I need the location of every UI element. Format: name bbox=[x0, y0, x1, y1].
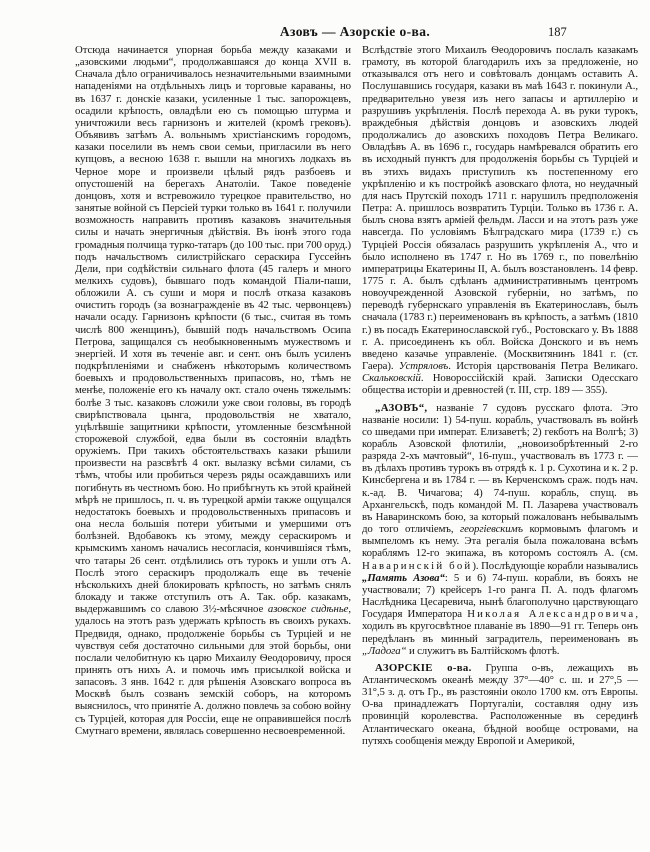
text-run: ). Послѣдующіе корабли назывались bbox=[472, 559, 638, 572]
text-run: : 5 и 6) 74-пуш. корабли, въ бояхъ не участвовали; 7) крейсеръ 1-го ранга П. А. подъ флагомъ Наслѣдника Цесаревича, нынѣ благополучно царствующаго Государя Императора bbox=[362, 571, 638, 621]
text-run-bold-italic: „Память Азова“ bbox=[362, 571, 445, 584]
paragraph-azov-history bbox=[75, 44, 351, 737]
text-run-italic: Устряловъ bbox=[398, 360, 449, 373]
paragraph-azores bbox=[362, 662, 638, 747]
left-column bbox=[75, 44, 351, 834]
page-number: 187 bbox=[548, 25, 567, 39]
text-run: Отсюда начинается упорная борьба между казаками и „азовскими людьми“, продолжавшаяся до конца XVII в. Сначала дѣло ограничивалось незначительными взаимными нападеніями на отдѣльныхъ лицъ и торговые караваны, но въ 1637 г. донскіе казаки, усиленные 1 тыс. запорожцевъ, осадили крѣпость, овладѣли ею съ помощью штурма и уничтожили весь гарнизонъ и жителей (кромѣ грековъ). Объявивъ затѣмъ А. вольнымъ христіанскимъ городомъ, казаки поселили въ немъ свои семьи, пригласили въ него купцовъ, а весною 1638 г. вышли на многихъ лодкахъ въ Черное море и произвели цѣлый рядъ разбоевъ и опустошеній на берегахъ Анатоліи. Такое поведеніе донцовъ, хотя и встревожило турецкое правительство, но занятые войной съ Персіей турки только въ 1641 г. получили возможность направить противъ казаковъ значительныя силы и начать энергичныя дѣйствія. Въ іюнѣ этого года громадныя полчища турко-татаръ (до 100 тыс. при 700 оруд.) подъ начальствомъ силистрійскаго сераскира Гуссейнъ Дели, при содѣйствіи сильнаго флота (45 галеръ и много мелкихъ судовъ), бывшаго подъ командой Піали-паши, обложили А. съ суши и моря и послѣ отказа казаковъ очистить городъ (за вознагражденіе въ 42 тыс. червонцевъ) начали осаду. Гарнизонъ крѣпости (6 тыс., считая въ томъ числѣ 800 женщинъ), бывшій подъ начальствомъ Осипа Петрова, защищался съ необыкновеннымъ мужествомъ и энергіей. И хотя въ теченіе авг. и сент. онъ былъ усиленъ подкрѣпленіями и снабженъ нѣкоторымъ количествомъ боевыхъ и продовольственныхъ припасовъ, но, тѣмъ не менѣе, положеніе его къ началу окт. стало очень тяжелымъ: болѣе 3 тыс. казаковъ сложили уже свои головы, въ городѣ свирѣпствовала цынга, продовольствія не хватало, уцѣлѣвшіе защитники крѣпости, утомленные безсмѣнной сторожевой службой, едва были въ состояніи владѣть оружіемъ. При такихъ обстоятельствахъ казаки рѣшили произвести на разсвѣтѣ 4 окт. вылазку всѣми силами, съ тѣмъ, чтобы или пробиться черезъ ряды осаждавшихъ или погибнуть въ честномъ бою. Но прибѣгнуть къ этой крайней мѣрѣ не пришлось, п. ч. въ турецкой арміи также ощущался недостатокъ боевыхъ и продовольственныхъ припасовъ и она несла большія потери убитыми и умершими отъ болѣзней. Вдобавокъ къ этому, между сераскиромъ и крымскимъ ханомъ начались несогласія, кончившіяся тѣмъ, что татары 26 сент. отдѣлились отъ турокъ и ушли отъ А. Послѣ этого сераскиръ продолжалъ еще въ теченіе нѣсколькихъ дней блокировать крѣпость, но затѣмъ снялъ блокаду и также отступилъ отъ А. Так. обр. казакамъ, выдержавшимъ со славою 3½-мѣсячное bbox=[75, 44, 351, 616]
text-run-italic: Скальковскій bbox=[362, 372, 421, 385]
text-run: кормовымъ флагомъ и вымпеломъ къ нему. Эта регалія была пожалована всѣмъ кораблямъ 12-го экипажа, въ которомъ состоялъ А. (см. bbox=[362, 523, 638, 560]
text-run-italic: георгіевскимъ bbox=[460, 523, 523, 536]
paragraph-azov-conclusion bbox=[362, 44, 638, 397]
text-run: и служитъ въ Балтійскомъ флотѣ. bbox=[406, 644, 560, 657]
running-head: Азовъ — Азорскіе о-ва. bbox=[279, 24, 431, 39]
text-run-italic: азовское сидѣнье bbox=[267, 603, 349, 616]
text-run: Группа о-въ, лежащихъ въ Атлантическомъ океанѣ между 37°—40° с. ш. и 27°,5 — 31°,5 з. д. отъ Гр., въ разстояніи около 1700 км. отъ Европы. О-ва принадлежатъ Португаліи, составляя одну изъ провинцій королевства. Расположенные въ серединѣ Атлантическаго океана, бѣдной вообще островами, на путяхъ сообщенія между Европой и Америкой, bbox=[362, 661, 638, 747]
text-run: . Новороссійскій край. Записки Одесскаго общества исторіи и древностей (т. III, стр. 189 — 355). bbox=[362, 372, 638, 397]
text-columns bbox=[75, 44, 638, 834]
paragraph-azov-ships bbox=[362, 402, 638, 657]
text-run-spaced: Николая Александровича bbox=[467, 608, 636, 621]
text-run: . Исторія царствованія Петра Великаго. bbox=[448, 360, 638, 373]
entry-headword-azov: „АЗОВЪ“, bbox=[375, 401, 428, 414]
text-run-italic: „Ладога“ bbox=[362, 644, 407, 657]
text-run: Вслѣдствіе этого Михаилъ Ѳеодоровичъ послалъ казакамъ грамоту, въ которой благодарилъ ихъ за предложеніе, но отказывался отъ него и совѣтовалъ донцамъ оставить А. Послушавшись государя, казаки въ маѣ 1643 г. покинули А., предварительно увезя изъ него запасы и артиллерію и разрушивъ укрѣпленія. Послѣ перехода А. въ руки турокъ, враждебныя дѣйствія донцовъ и азовскихъ людей продолжались до азовскихъ походовъ Петра Великаго. Овладѣвъ А. въ 1696 г., государь намѣревался обратить его въ исходный пунктъ для продолженія борьбы съ Турціей и въ этихъ видахъ приступилъ къ постепенному его укрѣпленію и къ постройкѣ азовскаго флота, но неудачный для насъ Прутскій походъ 1711 г. нарушилъ предположенія Петра: А. пришлось возвратить Турціи. Только въ 1736 г. А. былъ снова взятъ арміей фельдм. Ласси и на этотъ разъ уже навсегда. По условіямъ Бѣлградскаго мира (1739 г.) съ Турціей Россія обязалась разрушить укрѣпленія А., что и было исполнено въ 1747 г. Но въ 1769 г., по повелѣнію императрицы Екатерины II, А. былъ возстановленъ. 14 февр. 1775 г. А. былъ сдѣланъ административнымъ центромъ новоучрежденной Азовской губерніи, но затѣмъ, по переводѣ губернскаго управленія въ Екатеринославъ, былъ сначала (1783 г.) переименованъ въ крѣпость, а затѣмъ (1810 г.) въ посадъ Екатеринославской губ., Ростовскаго у. Въ 1888 г. А. присоединенъ къ обл. Войска Донского и въ немъ введено казачье управленіе. (Москвитянинъ 1841 г. (ст. Гаера). bbox=[362, 44, 638, 373]
right-column bbox=[362, 44, 638, 834]
text-run: названіе 7 судовъ русскаго флота. Это названіе носили: 1) 54-пуш. корабль, участвовалъ въ войнѣ со шведами при императ. Елизаветѣ; 2) гекботъ на Волгѣ; 3) корабль Азовской флотиліи, „новоизобрѣтенный 2-го разряда 2-хъ мачтовый“, 16-пуш., участвовалъ въ 1773 г. — въ дѣлахъ противъ турокъ въ отрядѣ к. 1 р. Сухотина и к. 2 р. Кинсбергена и въ 1784 г. — въ Керченскомъ сраж. подъ нач. к.-ад. В. Чичагова; 4) 74-пуш. корабль, спущ. въ Архангельскѣ, подъ командой М. П. Лазарева участвовалъ въ Наваринскомъ бою, за который пожалованъ небывалымъ до того отличіемъ, bbox=[362, 401, 638, 536]
entry-headword-azores: АЗОРСКІЕ о-ва. bbox=[375, 661, 472, 674]
text-run: , ходилъ въ кругосвѣтное плаваніе въ 1890—91 гг. Теперь онъ передѣланъ въ минный заградитель, переименованъ въ bbox=[362, 608, 638, 645]
text-run-spaced: Наваринскій бой bbox=[362, 559, 473, 572]
text-run: , удалось на этотъ разъ удержать крѣпость въ своихъ рукахъ. Предвидя, однако, продолженіе борьбы съ Турціей и не чувствуя себя достаточно сильными для этой борьбы, они послали челобитную къ царю Михаилу Ѳеодоровичу, прося принять отъ нихъ А. и помочь имъ присылкой войска и запасовъ. 3 янв. 1642 г. для рѣшенія Азовскаго вопроса въ Москвѣ былъ созванъ земскій соборъ, на которомъ выяснилось, что принятіе А. должно повлечь за собою войну съ Турціей, которая для Россіи, еще не оправившейся послѣ Смутнаго времени, являлась совершенно несвоевременной. bbox=[75, 603, 351, 737]
